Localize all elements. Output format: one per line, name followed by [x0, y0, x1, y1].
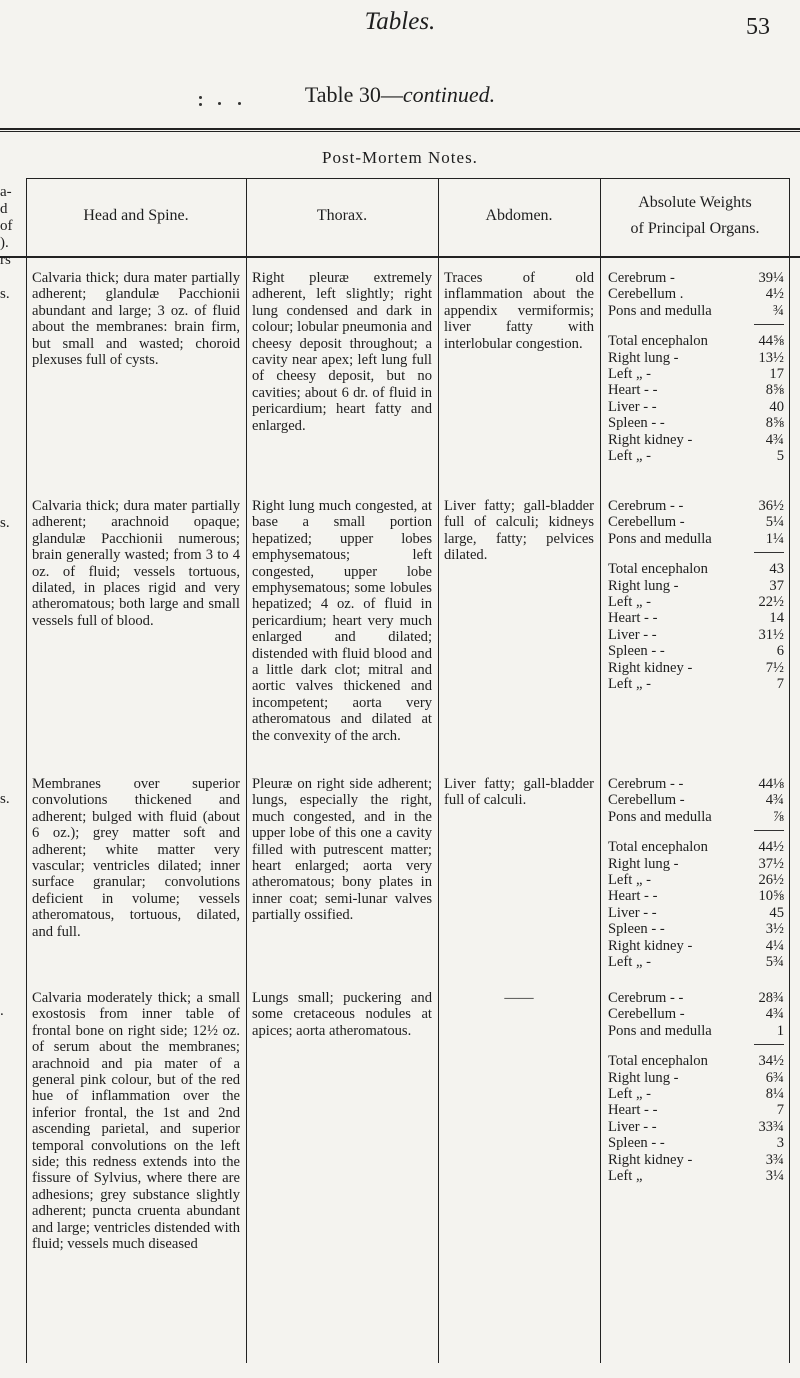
margin-fragment-row-4: . [0, 1003, 4, 1019]
weight-row: Right lung - 13½ [608, 349, 784, 366]
row-1-thorax: Right pleuræ extremely adherent, left slightly; right lung condensed and dark in colour; lobular pneumonia and cheesy deposit throughout; a cavity near apex; left lung full of cheesy deposit, but no cavities; about 6 dr. of fluid in pericardium; heart fatty and enlarged. [252, 270, 432, 434]
top-rule [0, 128, 800, 130]
weight-row: Liver - - 40 [608, 398, 784, 415]
weight-row: Cerebrum - 39¼ [608, 270, 784, 286]
weight-row: Cerebrum - - 44⅛ [608, 776, 784, 792]
column-separator [438, 178, 439, 1363]
column-separator [600, 178, 601, 1363]
weight-row: Left „ - 5¾ [608, 954, 784, 971]
weight-row: Left „ - 8¼ [608, 1086, 784, 1103]
margin-fragments-head: a- d of ). rs [0, 184, 13, 268]
column-heads-top-rule [26, 178, 790, 179]
weight-row: Right lung - 6¾ [608, 1069, 784, 1086]
weight-row: Left „ - 17 [608, 366, 784, 383]
table-caption-main: Table 30— [304, 82, 403, 107]
weight-row: Cerebrum - - 28¾ [608, 990, 784, 1006]
weight-row: Left „ - 22½ [608, 594, 784, 611]
subtotal-rule [608, 1039, 784, 1053]
subtotal-rule [608, 547, 784, 561]
weight-row: Spleen - - 8⅝ [608, 415, 784, 432]
weight-row: Heart - - 7 [608, 1102, 784, 1119]
weight-row: Pons and medulla 1 [608, 1022, 784, 1039]
row-2-thorax: Right lung much congested, at base a small portion hepatized; upper lobes emphysematous; left congested, upper lobe emphysematous; some lobules hepatized; 4 oz. of fluid in pericardium; heart very much enlarged and dilated; distended with fluid blood and a little dark clot; mitral and aortic valves thickened and incompetent; aorta very atheromatous and dilated at the convexity of the arch. [252, 498, 432, 744]
section-title: Post-Mortem Notes. [322, 148, 478, 167]
row-4-organ-weights [608, 990, 784, 1184]
weight-row: Spleen - - 6 [608, 643, 784, 660]
margin-fragment-row-2: s. [0, 515, 10, 531]
weight-row: Spleen - - 3 [608, 1135, 784, 1152]
weight-row: Cerebellum . 4½ [608, 286, 784, 303]
subtotal-rule [608, 319, 784, 333]
weight-row: Right kidney - 7½ [608, 659, 784, 676]
weight-row: Pons and medulla ¾ [608, 302, 784, 319]
weight-row: Pons and medulla 1¼ [608, 530, 784, 547]
weight-row: Right kidney - 4¼ [608, 937, 784, 954]
row-3-thorax: Pleuræ on right side adherent; lungs, especially the right, much congested, and in the upper lobe of this one a cavity filled with putrescent matter; heart enlarged; aorta very atheromatous; bony plates in inner coat; semi-lunar valves partially ossified. [252, 776, 432, 924]
weight-row: Total encephalon 44⅝ [608, 333, 784, 350]
weight-row: Left „ - 26½ [608, 872, 784, 889]
column-separator [789, 178, 790, 1363]
row-2-organ-weights [608, 498, 784, 692]
row-4-abdomen: —— [504, 990, 534, 1006]
weight-row: Heart - - 8⅝ [608, 382, 784, 399]
weight-row: Right kidney - 4¾ [608, 431, 784, 448]
row-3-abdomen: Liver fatty; gall-bladder full of calculi. [444, 776, 594, 809]
weight-row: Cerebellum - 5¼ [608, 514, 784, 531]
weight-row: Liver - - 45 [608, 904, 784, 921]
table-caption [0, 82, 800, 108]
column-head-abdomen: Abdomen. [485, 207, 553, 224]
weight-row: Total encephalon 44½ [608, 839, 784, 856]
top-rule-thin [0, 131, 800, 132]
margin-fragment-row-3: s. [0, 791, 10, 807]
weight-row: Left „ - 5 [608, 448, 784, 465]
margin-fragment-row-1: s. [0, 286, 10, 302]
weight-row: Cerebellum - 4¾ [608, 1006, 784, 1023]
weight-row: Total encephalon 43 [608, 561, 784, 578]
running-title: Tables. [364, 8, 436, 35]
row-4-thorax: Lungs small; puckering and some cretaceous nodules at apices; aorta atheromatous. [252, 990, 432, 1039]
column-heads-bottom-rule [0, 256, 800, 258]
weight-row: Right lung - 37 [608, 577, 784, 594]
weight-row: Left „ 3¼ [608, 1168, 784, 1185]
row-1-abdomen: Traces of old inflammation about the appendix vermiformis; liver fatty with interlobular congestion. [444, 270, 594, 352]
subtotal-rule [608, 825, 784, 839]
weight-row: Liver - - 33¾ [608, 1118, 784, 1135]
row-2-abdomen: Liver fatty; gall-bladder full of calculi; kidneys large, fatty; pelvices dilated. [444, 498, 594, 564]
column-head-head-and-spine: Head and Spine. [83, 207, 189, 224]
running-head [0, 0, 800, 40]
row-2-head-and-spine: Calvaria thick; dura mater partially adherent; arachnoid opaque; glandulæ Pacchionii numerous; brain generally wasted; from 3 to 4 oz. of fluid; vessels tortuous, dilated, in places rigid and very atheromatous; both large and small vessels full of blood. [32, 498, 240, 629]
column-separator [246, 178, 247, 1363]
column-head-absolute-weights: Absolute Weights of Principal Organs. [630, 194, 760, 237]
weight-row: Right lung - 37½ [608, 855, 784, 872]
row-1-head-and-spine: Calvaria thick; dura mater partially adherent; glandulæ Pacchionii abundant and large; 3 oz. of fluid about the membranes: brain firm, but small and wasted; choroid plexuses full of cysts. [32, 270, 240, 369]
weight-row: Cerebrum - - 36½ [608, 498, 784, 514]
weight-row: Total encephalon 34½ [608, 1053, 784, 1070]
page-number: 53 [746, 14, 770, 40]
table-caption-continued: continued. [402, 82, 496, 107]
weight-row: Heart - - 14 [608, 610, 784, 627]
weight-row: Spleen - - 3½ [608, 921, 784, 938]
row-3-organ-weights [608, 776, 784, 970]
column-head-thorax: Thorax. [316, 207, 368, 224]
row-3-head-and-spine: Membranes over superior convolutions thickened and adherent; bulged with fluid (about 6 oz.); grey matter soft and adherent; white matter very vascular; ventricles dilated; inner surface granular; convolutions deficient in volume; vessels atheromatous, tortuous, dilated, and full. [32, 776, 240, 940]
column-separator [26, 178, 27, 1363]
row-4-head-and-spine: Calvaria moderately thick; a small exostosis from inner table of frontal bone on right side; 12½ oz. of serum about the membranes; arachnoid and pia mater of a general pink colour, but of the red hue of inflammation over the inferior frontal, the 1st and 2nd ascending parietal, and superior temporal convolutions on the left side; this redness extends into the fissure of Sylvius, where there are adhesions; grey substance slightly adherent; puncta cruenta abundant and large; ventricles distended with fluid; vessels much diseased [32, 990, 240, 1253]
weight-row: Left „ - 7 [608, 676, 784, 693]
weight-row: Heart - - 10⅝ [608, 888, 784, 905]
row-1-organ-weights [608, 270, 784, 464]
weight-row: Cerebellum - 4¾ [608, 792, 784, 809]
weight-row: Liver - - 31½ [608, 626, 784, 643]
weight-row: Pons and medulla ⅞ [608, 808, 784, 825]
weight-row: Right kidney - 3¾ [608, 1151, 784, 1168]
